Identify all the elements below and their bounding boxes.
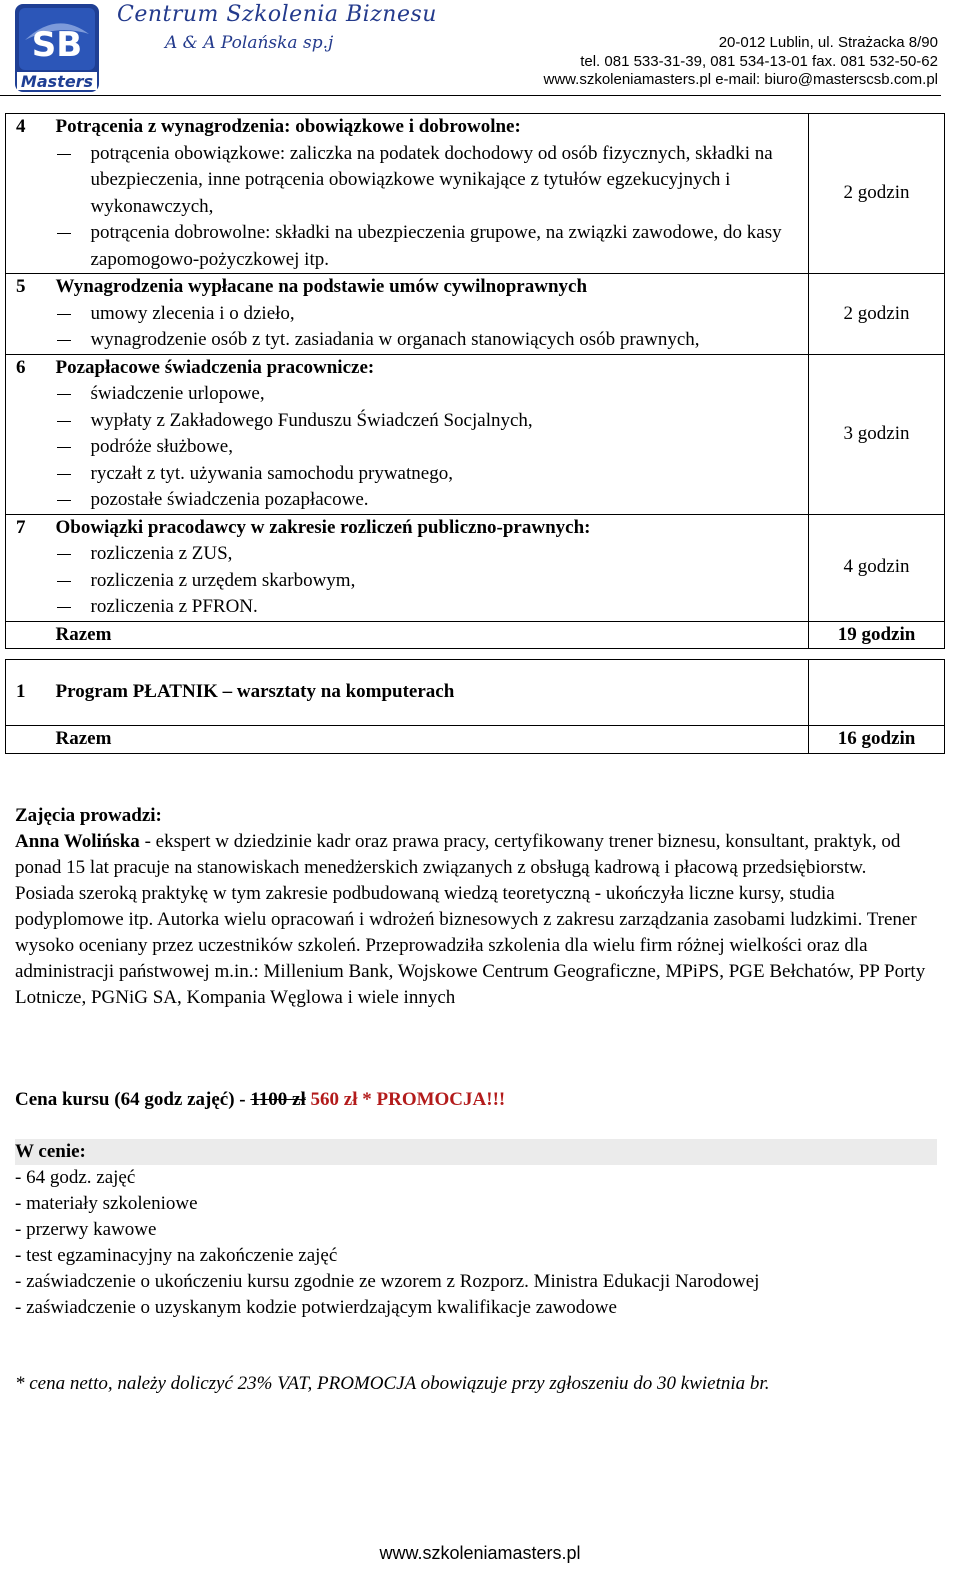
row-description — [54, 514, 809, 621]
program-row — [6, 114, 945, 274]
empty-cell — [6, 726, 54, 754]
row-description — [54, 114, 809, 274]
row-number: 5 — [6, 274, 54, 355]
includes-heading: W cenie: — [15, 1139, 937, 1165]
list-item-text: rozliczenia z ZUS, — [90, 543, 233, 564]
total-row — [6, 621, 945, 649]
list-item — [56, 461, 809, 488]
includes-section — [15, 1139, 937, 1321]
row-description — [54, 354, 809, 514]
includes-item: - materiały szkoleniowe — [15, 1193, 198, 1214]
includes-item: - 64 godz. zajęć — [15, 1167, 136, 1188]
list-item-text: rozliczenia z urzędem skarbowym, — [90, 569, 356, 591]
row-hours: 4 godzin — [809, 514, 945, 621]
list-item — [56, 381, 809, 408]
list-item-text: świadczenie urlopowe, — [90, 383, 265, 404]
list-item — [56, 220, 809, 273]
program-row — [6, 514, 945, 621]
program-row — [6, 274, 945, 355]
old-price: 1100 zł — [250, 1089, 306, 1110]
program-table — [5, 113, 945, 754]
row-number: 1 — [6, 660, 54, 726]
list-item — [56, 568, 809, 595]
price-line — [15, 1087, 945, 1113]
row-title: Obowiązki pracodawcy w zakresie rozliczeń publiczno-prawnych: — [55, 516, 591, 538]
row-hours: 2 godzin — [809, 114, 945, 274]
row-title: Wynagrodzenia wypłacane na podstawie umów cywilnoprawnych — [55, 276, 588, 297]
includes-list — [15, 1165, 937, 1321]
separator-cell — [6, 649, 945, 660]
list-item-text: rozliczenia z PFRON. — [90, 596, 258, 617]
workshop-row — [6, 660, 945, 726]
promo-price: 560 zł * PROMOCJA!!! — [305, 1089, 506, 1110]
brand-company: A & A Polańska sp.j — [165, 33, 334, 53]
total-hours: 16 godzin — [809, 726, 945, 754]
svg-text:Masters: Masters — [20, 72, 94, 91]
web-email: www.szkoleniamasters.pl e-mail: biuro@masterscsb.com.pl — [543, 71, 938, 88]
total-label: Razem — [54, 726, 809, 754]
trainer-bio-1: - ekspert w dziedzinie kadr oraz prawa pracy, certyfikowany trener biznesu, konsultant, praktyk, od ponad 15 lat pracuje na stanowiskach menedżerskich związanych z obsługą kadrową i płacową przedsiębiorstw. — [15, 831, 901, 878]
row-title: Pozapłacowe świadczenia pracownicze: — [55, 356, 375, 378]
list-item — [56, 141, 809, 221]
phones: tel. 081 533-31-39, 081 534-13-01 fax. 081 532-50-62 — [580, 52, 938, 70]
list-item-text: potrącenia obowiązkowe: zaliczka na podatek dochodowy od osób fizycznych, składki na ubezpieczenia, inne potrącenia obowiązkowe wynikające z tytułów egzekucyjnych i wykonawczych, — [90, 142, 773, 217]
list-item-text: pozostałe świadczenia pozapłacowe. — [90, 489, 369, 510]
footer-url[interactable]: www.szkoleniamasters.pl — [379, 1543, 581, 1563]
includes-item: - zaświadczenie o ukończeniu kursu zgodnie ze wzorem z Rozporz. Ministra Edukacji Narodowej — [15, 1271, 760, 1292]
row-hours: 2 godzin — [809, 274, 945, 355]
company-logo — [15, 4, 99, 92]
list-item — [56, 434, 809, 461]
contact-block — [543, 34, 938, 90]
workshop-title: Program PŁATNIK – warsztaty na komputerach — [54, 660, 809, 726]
trainer-name: Anna Wolińska — [15, 831, 140, 852]
empty-cell — [6, 621, 54, 649]
total-label: Razem — [54, 621, 809, 649]
separator-row — [6, 649, 945, 660]
vat-note: * cena netto, należy doliczyć 23% VAT, PROMOCJA obowiązuje przy zgłoszeniu do 30 kwietnia br. — [15, 1373, 770, 1394]
includes-item: - test egzaminacyjny na zakończenie zajęć — [15, 1245, 338, 1266]
svg-text:SB: SB — [31, 25, 83, 65]
list-item-text: ryczałt z tyt. używania samochodu prywatnego, — [90, 462, 453, 484]
list-item-text: wypłaty z Zakładowego Funduszu Świadczeń Socjalnych, — [90, 409, 533, 431]
total-row-2 — [6, 726, 945, 754]
row-number: 7 — [6, 514, 54, 621]
price-label: Cena kursu (64 godz zajęć) - — [15, 1089, 251, 1110]
workshop-hours — [809, 660, 945, 726]
row-number: 4 — [6, 114, 54, 274]
row-description — [54, 274, 809, 355]
list-item-text: podróże służbowe, — [90, 436, 233, 457]
includes-item: - przerwy kawowe — [15, 1219, 157, 1240]
includes-item: - zaświadczenie o uzyskanym kodzie potwierdzającym kwalifikacje zawodowe — [15, 1297, 617, 1318]
row-title: Potrącenia z wynagrodzenia: obowiązkowe i dobrowolne: — [55, 116, 521, 137]
row-hours: 3 godzin — [809, 354, 945, 514]
list-item-text: potrącenia dobrowolne: składki na ubezpieczenia grupowe, na związki zawodowe, do kasy zapomogowo-pożyczkowej itp. — [90, 222, 782, 270]
trainer-heading: Zajęcia prowadzi: — [15, 805, 162, 826]
program-row — [6, 354, 945, 514]
list-item-text: umowy zlecenia i o dzieło, — [90, 302, 295, 324]
trainer-bio — [15, 829, 945, 881]
trainer-bio-2: Posiada szeroką praktykę w tym zakresie podbudowaną wiedzą teoretyczną - ukończyła liczne kursy, studia podyplomowe itp. Autorka wielu opracowań i wdrożeń biznesowych z zakresu zarządzania zasobami ludzkimi. Trener wysoko oceniany przez uczestników szkoleń. Przeprowadziła szkolenia dla wielu firm różnej wielkości oraz dla administracji państwowej m.in.: Millenium Bank, Wojskowe Centrum Geograficzne, MPiPS, PGE Bełchatów, PP Porty Lotnicze, PGNiG SA, Kompania Węglowa i wiele innych — [15, 883, 926, 1008]
brand-name: Centrum Szkolenia Biznesu — [117, 2, 437, 27]
list-item — [56, 487, 809, 514]
list-item — [56, 327, 809, 354]
address: 20-012 Lublin, ul. Strażacka 8/90 — [718, 34, 938, 51]
row-number: 6 — [6, 354, 54, 514]
header-divider — [0, 95, 941, 96]
list-item — [56, 301, 809, 328]
list-item-text: wynagrodzenie osób z tyt. zasiadania w organach stanowiących osób prawnych, — [90, 329, 700, 350]
list-item — [56, 541, 809, 568]
list-item — [56, 594, 809, 621]
total-hours: 19 godzin — [809, 621, 945, 649]
list-item — [56, 408, 809, 435]
trainer-section — [15, 803, 945, 1011]
